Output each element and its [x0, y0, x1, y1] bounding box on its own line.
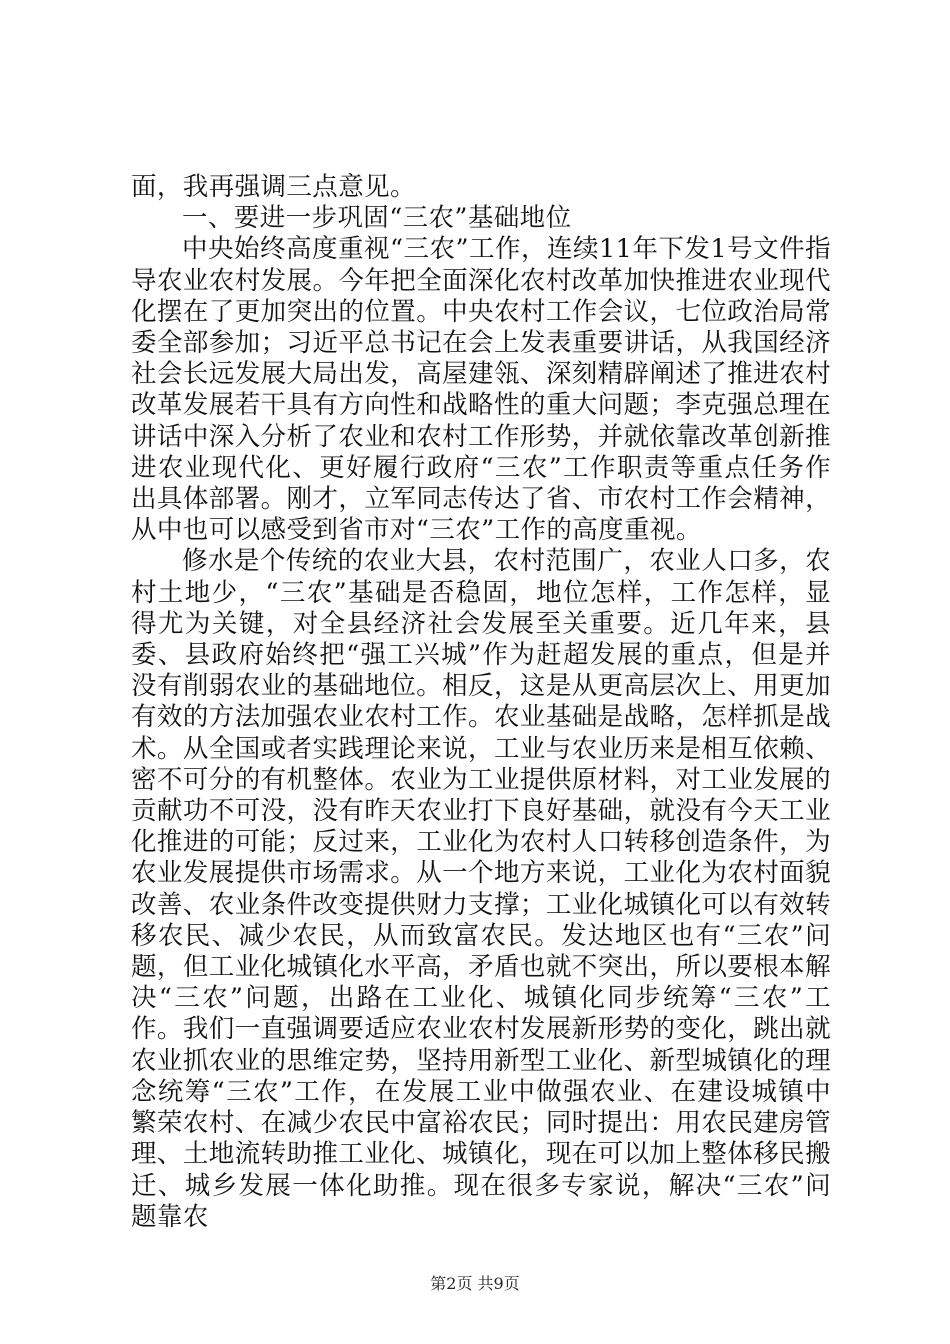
paragraph-continuation: 面，我再强调三点意见。	[131, 172, 416, 202]
paragraph: 中央始终高度重视“三农”工作，连续11年下发1号文件指导农业农村发展。今年把全面深化农村改革加快推进农业现代化摆在了更加突出的位置。中央农村工作会议，七位政治局常委全部参加；习近平总书记在会上发表重要讲话，从我国经济社会长远发展大局出发，高屋建瓴、深刻精辟阐述了推进农村改革发展若干具有方向性和战略性的重大问题；李克强总理在讲话中深入分析了农业和农村工作形势，并就依靠改革创新推进农业现代化、更好履行政府“三农”工作职责等重点任务作出具体部署。刚才，立军同志传达了省、市农村工作会精神，从中也可以感受到省市对“三农”工作的高度重视。	[131, 234, 831, 546]
section-heading: 一、要进一步巩固“三农”基础地位	[182, 203, 572, 234]
page-footer: 第2页 共9页	[430, 1274, 520, 1293]
document-body	[131, 172, 831, 1233]
paragraph: 修水是个传统的农业大县，农村范围广，农业人口多，农村土地少，“三农”基础是否稳固，地位怎样，工作怎样，显得尤为关键，对全县经济社会发展至关重要。近几年来，县委、县政府始终把“强工兴城”作为赶超发展的重点，但是并没有削弱农业的基础地位。相反，这是从更高层次上、用更加有效的方法加强农业农村工作。农业基础是战略，怎样抓是战术。从全国或者实践理论来说，工业与农业历来是相互依赖、密不可分的有机整体。农业为工业提供原材料，对工业发展的贡献功不可没，没有昨天农业打下良好基础，就没有今天工业化推进的可能；反过来，工业化为农村人口转移创造条件，为农业发展提供市场需求。从一个地方来说，工业化为农村面貌改善、农业条件改变提供财力支撑；工业化城镇化可以有效转移农民、减少农民，从而致富农民。发达地区也有“三农”问题，但工业化城镇化水平高，矛盾也就不突出，所以要根本解决“三农”问题，出路在工业化、城镇化同步统筹“三农”工作。我们一直强调要适应农业农村发展新形势的变化，跳出就农业抓农业的思维定势，坚持用新型工业化、新型城镇化的理念统筹“三农”工作，在发展工业中做强农业、在建设城镇中繁荣农村、在减少农民中富裕农民；同时提出：用农民建房管理、土地流转助推工业化、城镇化，现在可以加上整体移民搬迁、城乡发展一体化助推。现在很多专家说，解决“三农”问题靠农	[131, 546, 831, 1232]
